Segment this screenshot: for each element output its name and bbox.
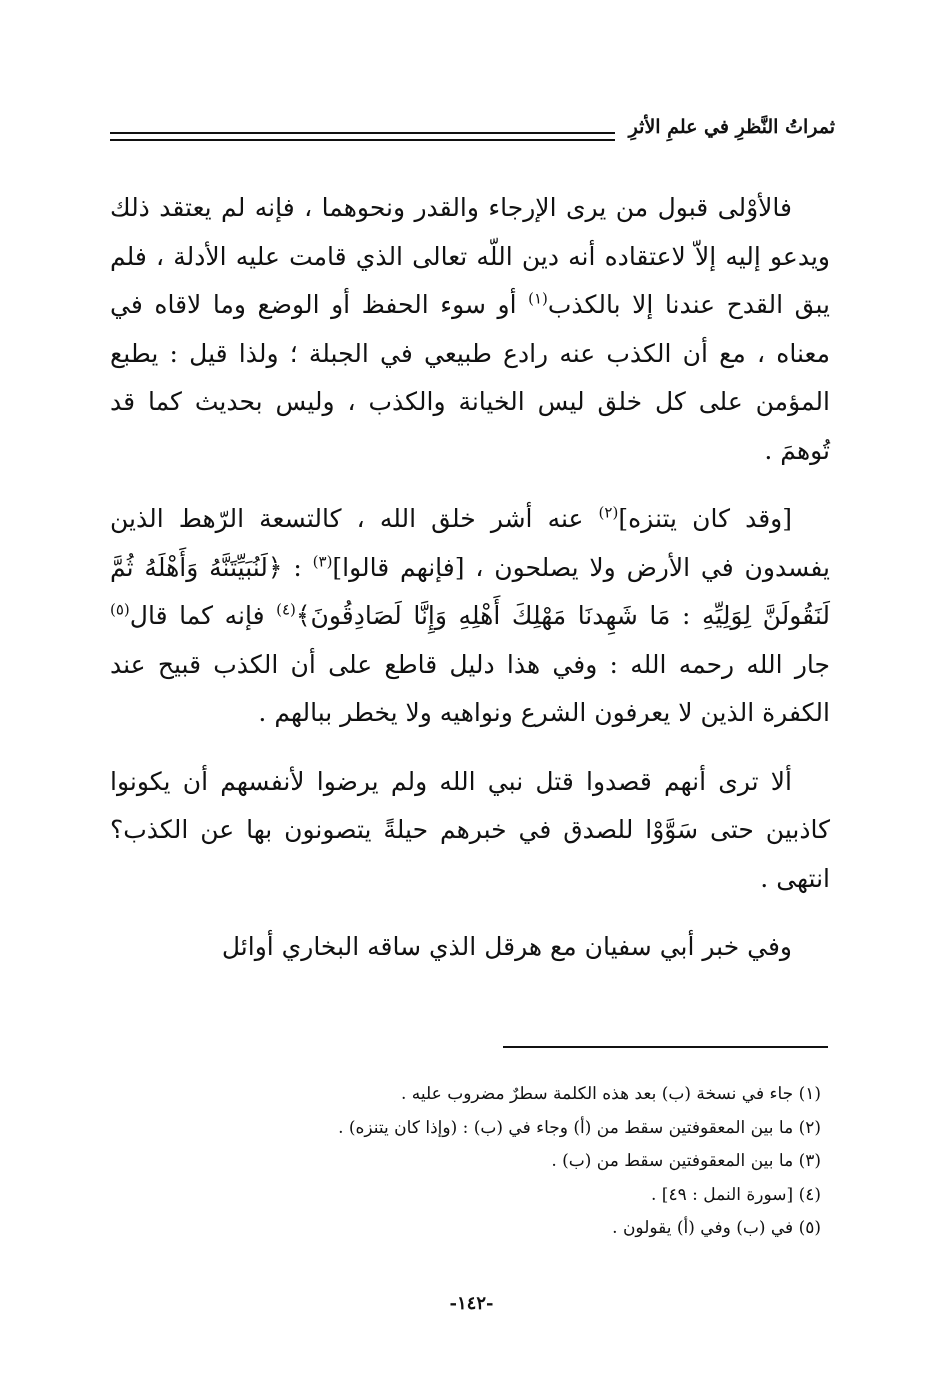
text-run: فالأوْلى قبول من يرى الإرجاء والقدر ونحوهما ، فإنه لم يعتقد ذلك ويدعو إليه إلاّ لاعتقاده أنه دين اللّه تعالى الذي قامت عليه الأدلة ، فلم يبق القدح عندنا إلا بالكذب: [110, 193, 830, 319]
footnote-marker: (٢): [598, 503, 619, 522]
text-run: [وقد كان يتنزه]: [618, 504, 792, 533]
text-run: أو سوء الحفظ أو الوضع وما لاقاه في معناه ، مع أن الكذب عنه رادع طبيعي في الجبلة ؛ ولذا قيل : يطبع المؤمن على كل خلق ليس الخيانة والكذب ، وليس بحديث كما قد تُوهمَ .: [110, 290, 830, 465]
text-run: : ﴿لَنُبَيِّتَنَّهُ وَأَهْلَهُ ثُمَّ لَنَقُولَنَّ لِوَلِيِّهِ : مَا شَهِدنَا مَهْلِكَ أَهْلِهِ وَإِنَّا لَصَادِقُونَ﴾: [110, 552, 830, 630]
paragraph: [110, 758, 830, 904]
text-run: فإنه كما قال: [129, 601, 277, 630]
footnote-marker: (٣): [312, 552, 333, 571]
footnote-separator: [503, 1046, 828, 1048]
footnotes: [121, 1078, 821, 1246]
footnote: (١) جاء في نسخة (ب) بعد هذه الكلمة سطرٌ مضروب عليه .: [400, 1084, 821, 1104]
footnote-marker: (٤): [276, 600, 296, 619]
footnote-marker: (١): [528, 289, 548, 308]
footnote: (٥) في (ب) وفي (أ) يقولون .: [612, 1218, 821, 1238]
header-rule-bottom: [110, 139, 615, 141]
footnote-marker: (٥): [110, 600, 130, 619]
text-run: ألا ترى أنهم قصدوا قتل نبي الله ولم يرضوا لأنفسهم أن يكونوا كاذبين حتى سَوَّوْا للصدق في خبرهم حيلةً يتصونون بها عن الكذب؟ انتهى .: [110, 766, 830, 893]
footnote: (٤) [سورة النمل : ٤٩] .: [651, 1184, 821, 1205]
running-header: [110, 112, 835, 152]
main-text: [110, 184, 830, 972]
paragraph: [110, 184, 830, 475]
page-number: -١٤٢-: [449, 1293, 494, 1314]
text-run: عنه أشر خلق الله ، كالتسعة الرّهط الذين يفسدون في الأرض ولا يصلحون ، [فإنهم قالوا]: [110, 504, 830, 582]
book-title: ثمراتُ النَّظرِ في علمِ الأثرِ: [628, 116, 835, 138]
paragraph: [110, 495, 830, 738]
footnote: (٢) ما بين المعقوفتين سقط من (أ) وجاء في (ب) : (وإذا كان يتنزه) .: [338, 1117, 821, 1138]
text-run: جار الله رحمه الله : وفي هذا دليل قاطع على أن الكذب قبيح عند الكفرة الذين لا يعرفون الشرع ونواهيه ولا يخطر ببالهم .: [110, 649, 830, 727]
paragraph: [110, 923, 830, 972]
footnote: (٣) ما بين المعقوفتين سقط من (ب) .: [551, 1151, 821, 1171]
text-run: وفي خبر أبي سفيان مع هرقل الذي ساقه البخاري أوائل: [221, 932, 792, 961]
header-rule-top: [110, 132, 615, 134]
